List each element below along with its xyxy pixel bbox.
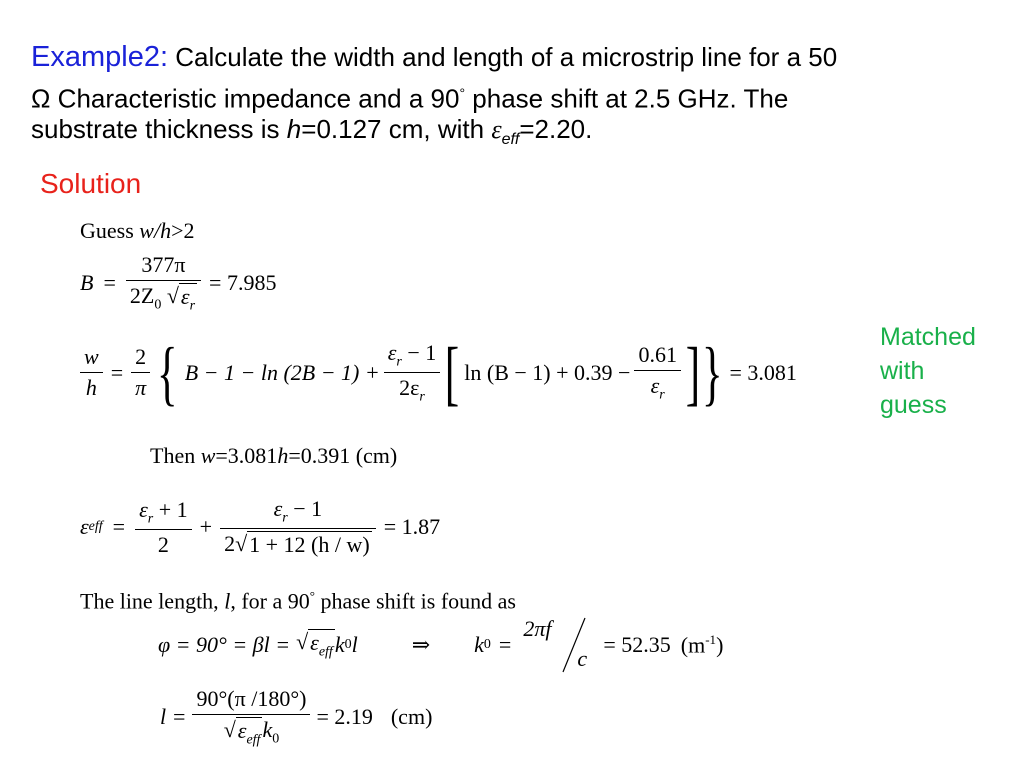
left-bracket: [ (445, 332, 460, 413)
k-sub: 0 (483, 637, 491, 652)
solution-heading: Solution (40, 168, 142, 199)
b-fraction (126, 252, 201, 314)
eff-lhs-sub: eff (88, 519, 103, 535)
wh-num: w (84, 344, 99, 370)
two-over-pi (131, 344, 150, 401)
example-label: Example2: (31, 41, 169, 73)
wh-frac3-den: $\varepsilon_r$ (634, 370, 681, 403)
problem-text-2: Characteristic impedance and a 90 (57, 83, 460, 114)
equation-b (80, 252, 276, 314)
b-denominator (126, 280, 201, 314)
phi-k: k (334, 632, 345, 657)
right-brace: } (701, 332, 723, 413)
matched-note (880, 320, 976, 422)
b-numerator: 377π (141, 252, 186, 277)
problem-text-3b: =0.127 cm, with (301, 114, 485, 144)
ll-deg: ° (309, 588, 315, 603)
ll-rest: , for a 90 (230, 588, 310, 614)
eff-lhs: ε (80, 514, 89, 540)
problem-line-1 (31, 40, 837, 74)
guess-cond: >2 (171, 218, 195, 243)
b-eps: ε (180, 284, 190, 309)
problem-line-3 (31, 112, 592, 157)
then-line (150, 443, 397, 469)
phi-sqrt: √ $\varepsilon_{eff}$ (296, 629, 333, 660)
ll-l: l (224, 588, 231, 614)
equation-l (160, 686, 432, 748)
wh-frac3 (634, 342, 681, 403)
eq-sign: = (103, 270, 116, 296)
problem-line-2 (31, 76, 788, 116)
problem-text-3c: =2.20. (519, 114, 593, 144)
wh-eq: = (110, 359, 124, 385)
equation-eff (80, 496, 440, 558)
right-bracket: ] (685, 332, 701, 413)
line-length-text (80, 588, 516, 614)
problem-text-2b: phase shift at 2.5 GHz. The (472, 83, 789, 114)
eff-subscript: eff (501, 131, 520, 149)
l-fraction (192, 686, 310, 748)
problem-text-3a: substrate thickness is (31, 114, 280, 144)
k-eq: = (498, 632, 512, 657)
then-rest2: =0.391 (cm) (288, 443, 398, 468)
k-den: c (577, 646, 588, 671)
then-text: Then (150, 443, 196, 468)
phi-k-sub: 0 (344, 637, 352, 652)
wh-frac2-num: $\varepsilon_r - 1$ (387, 340, 437, 370)
eps-symbol: ε (491, 115, 502, 144)
ohm-symbol: Ω (31, 83, 51, 114)
b-sub-r: r (189, 298, 196, 314)
eff-plus: + (199, 514, 213, 540)
note-line-3: guess (880, 391, 947, 419)
l-den: √ $\varepsilon_{eff}$ $k_0$ (192, 714, 310, 748)
then-w: w (200, 443, 216, 468)
k-num: 2πf (523, 616, 552, 641)
phi-lhs: φ = 90° = βl = (158, 632, 291, 657)
problem-text-1: Calculate the width and length of a microstrip line for a 50 (175, 42, 838, 72)
wh-fraction (80, 344, 103, 401)
b-result: = 7.985 (209, 270, 277, 296)
l-result: = 2.19 (316, 704, 373, 730)
k-result: = 52.35 (603, 632, 671, 657)
pi-den: π (131, 372, 150, 401)
l-lhs: l = (160, 704, 187, 730)
k-unit: $(m^{-1})$ (680, 631, 724, 658)
ll-rest2: phase shift is found as (314, 588, 516, 614)
guess-var: w/h (139, 218, 172, 243)
note-line-2: with (880, 357, 925, 385)
degree-symbol: ° (459, 85, 466, 101)
wh-term2: ln (B − 1) + 0.39 − (464, 359, 631, 385)
eff-result: = 1.87 (383, 514, 441, 540)
then-rest: =3.081 (215, 443, 278, 468)
left-brace: { (157, 332, 178, 413)
k-lhs: k (474, 632, 484, 657)
wh-frac3-num: 0.61 (638, 342, 677, 368)
ll-text: The line length, (80, 588, 219, 614)
note-line-1: Matched (880, 323, 976, 351)
eff-frac2: $\varepsilon_r - 1$ 2 √ 1 + 12 (h / w) (220, 496, 376, 558)
l-num: 90°(π /180°) (196, 686, 307, 711)
implies-arrow: ⇒ (411, 632, 431, 657)
two-num: 2 (135, 344, 147, 370)
wh-frac2-den: $2\varepsilon_r$ (384, 372, 441, 405)
k-slash-fraction (519, 616, 603, 674)
b-den-pre: 2Z (129, 283, 155, 308)
wh-term1: B − 1 − ln (2B − 1) + (184, 359, 380, 385)
equation-wh (80, 332, 797, 413)
b-lhs: B (80, 270, 94, 296)
wh-frac2 (384, 340, 441, 406)
phi-l: l (351, 632, 358, 657)
eff-frac1: $\frac{\varepsilon_r + 1}{2}$ (135, 497, 192, 558)
eff-eq: = (112, 514, 126, 540)
b-den-sub: 0 (154, 297, 162, 313)
guess-text: Guess (80, 218, 134, 243)
wh-den: h (80, 372, 103, 401)
then-h: h (277, 443, 289, 468)
h-variable: h (286, 114, 302, 144)
l-unit: (cm) (390, 704, 433, 730)
guess-line (80, 218, 195, 244)
equation-phi (158, 616, 723, 674)
b-sqrt: √ $\varepsilon_r$ (166, 283, 196, 314)
wh-result: = 3.081 (729, 359, 797, 385)
